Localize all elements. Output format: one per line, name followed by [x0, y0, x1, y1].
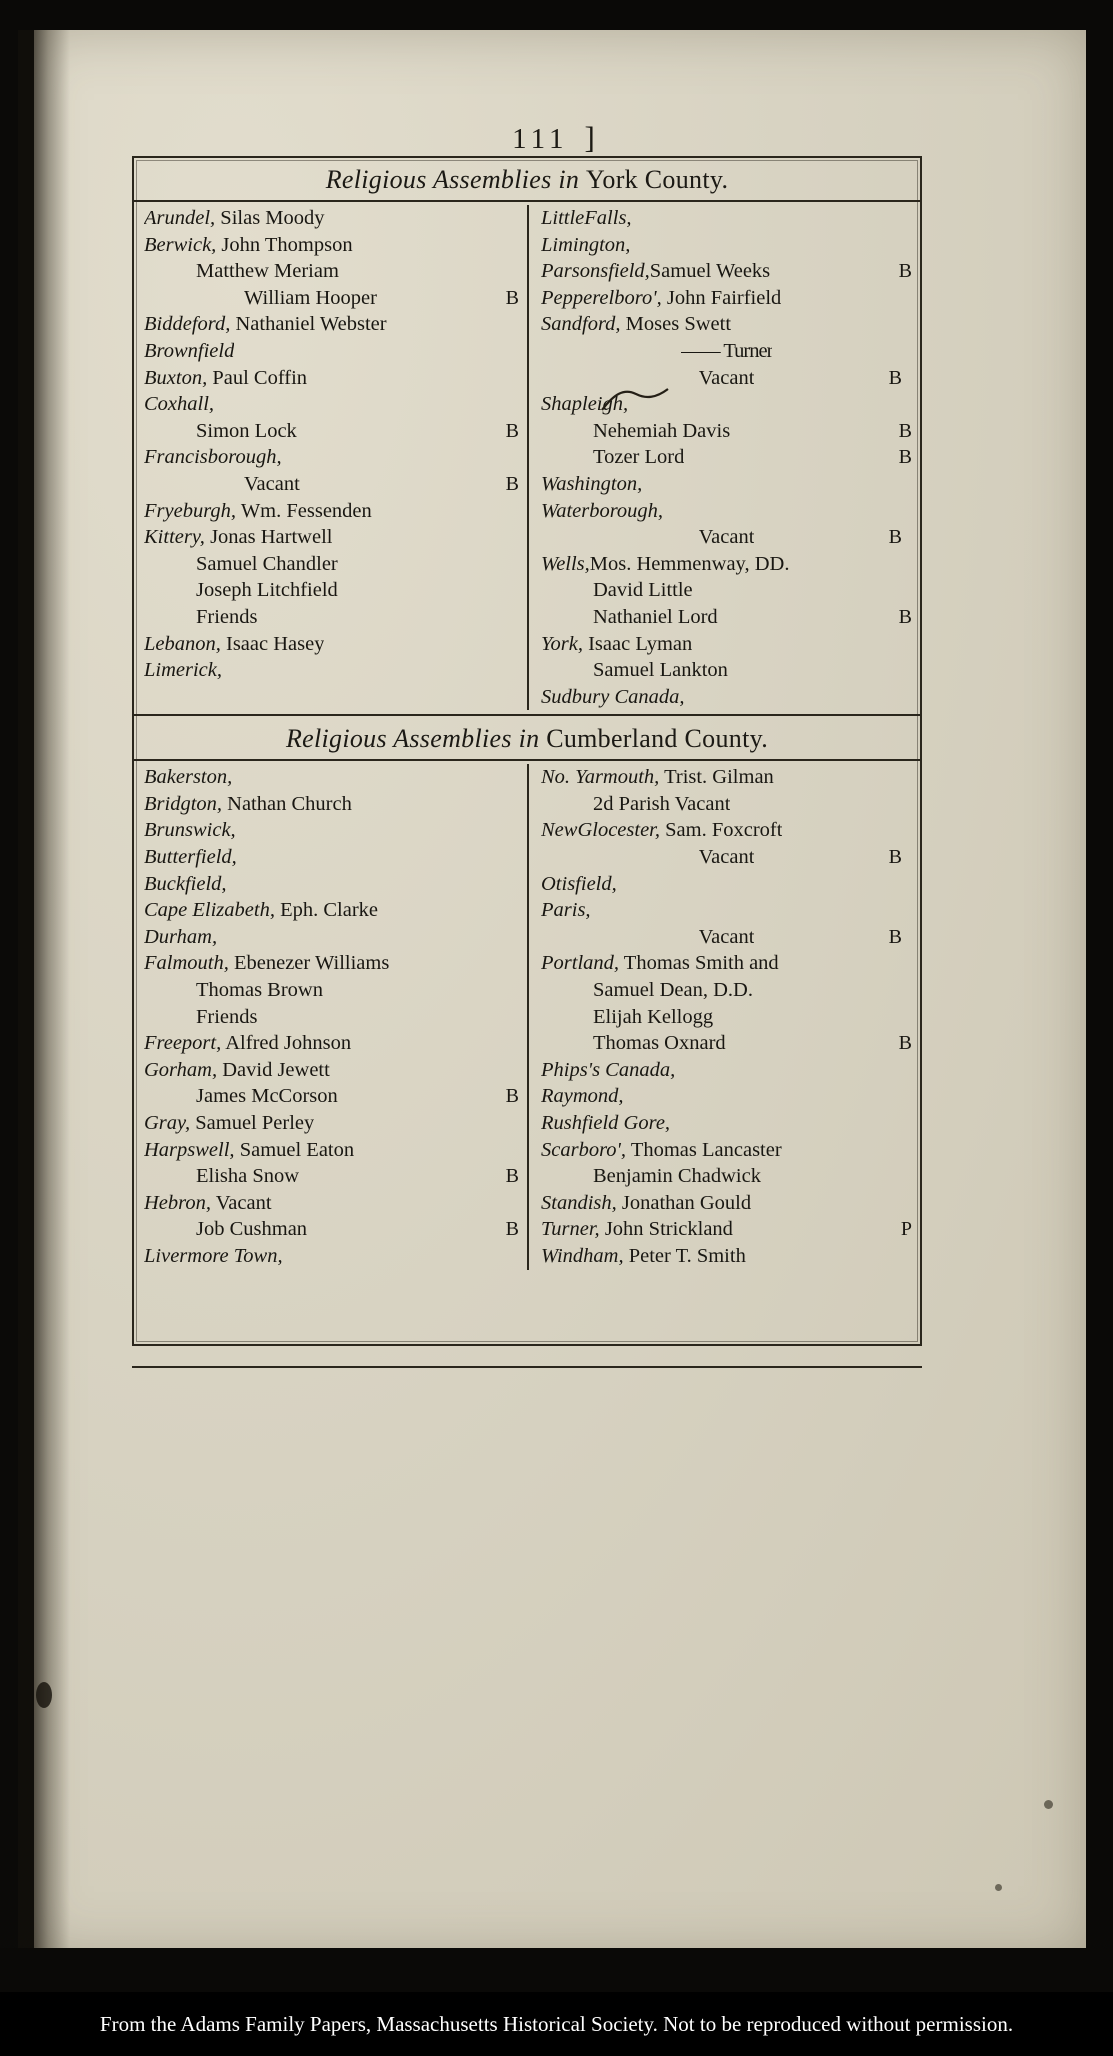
- place-name: Bakerston,: [144, 766, 233, 789]
- table-row: [144, 684, 519, 711]
- minister-name: Vacant: [698, 526, 755, 549]
- table-row: [144, 1243, 519, 1270]
- minister-name: Ebenezer Williams: [233, 952, 390, 975]
- table-row: [144, 285, 519, 312]
- minister-name: Nathaniel Webster: [235, 313, 387, 336]
- minister-name: —— Turner: [680, 339, 773, 362]
- table-row: [541, 977, 912, 1004]
- row-mark: B: [898, 446, 912, 469]
- section-title-mid: in: [518, 724, 540, 754]
- place-name: Francisborough,: [144, 446, 282, 469]
- place-name: Sudbury Canada,: [541, 685, 685, 708]
- minister-name: Paul Coffin: [212, 366, 308, 389]
- place-name: Harpswell,: [144, 1138, 235, 1161]
- minister-name: Jonas Hartwell: [210, 526, 333, 549]
- place-name: Portland,: [541, 952, 620, 975]
- place-name: Freeport,: [144, 1032, 222, 1055]
- minister-name: Thomas Oxnard: [593, 1032, 726, 1055]
- table-row: [144, 1004, 519, 1031]
- minister-name: James McCorson: [196, 1085, 338, 1108]
- table-row: [541, 844, 912, 871]
- table-row: [541, 1190, 912, 1217]
- table-row: [541, 1243, 912, 1270]
- table-row: [541, 498, 912, 525]
- minister-name: Thomas Smith and: [623, 952, 779, 975]
- table-row: [541, 950, 912, 977]
- place-name: Hebron,: [144, 1191, 211, 1214]
- table-row: [541, 657, 912, 684]
- table-row: [144, 1216, 519, 1243]
- table-row: [541, 1216, 912, 1243]
- table-row: [541, 1004, 912, 1031]
- section-title-roman: Cumberland County.: [546, 724, 769, 754]
- scan-artifact: [1044, 1800, 1053, 1809]
- table-row: [541, 551, 912, 578]
- table-row: [541, 577, 912, 604]
- minister-name: Eph. Clarke: [280, 899, 379, 922]
- table-row: [541, 684, 912, 711]
- row-mark: B: [888, 526, 902, 549]
- table-row: [541, 631, 912, 658]
- place-name: Fryeburgh,: [144, 499, 237, 522]
- columns-york: [134, 203, 920, 712]
- minister-name: Vacant: [215, 1191, 272, 1214]
- row-mark: B: [505, 419, 519, 442]
- table-row: [144, 444, 519, 471]
- table-row: [144, 258, 519, 285]
- minister-name: John Fairfield: [666, 286, 782, 309]
- place-name: Washington,: [541, 472, 643, 495]
- place-name: Gorham,: [144, 1058, 218, 1081]
- row-mark: P: [900, 1218, 912, 1241]
- table-row: [541, 524, 912, 551]
- place-name: LittleFalls,: [541, 207, 632, 229]
- place-name: Biddeford,: [144, 313, 231, 336]
- table-row: [541, 1163, 912, 1190]
- table-row: [541, 205, 912, 232]
- place-name: Raymond,: [541, 1085, 624, 1108]
- table-row: [144, 205, 519, 232]
- table-row: [541, 1137, 912, 1164]
- place-name: Gray,: [144, 1112, 191, 1134]
- place-name: Limington,: [541, 233, 631, 256]
- table-row: [144, 232, 519, 259]
- minister-name: William Hooper: [244, 286, 377, 309]
- table-row: [144, 844, 519, 871]
- minister-name: Isaac Lyman: [588, 632, 693, 655]
- table-row: [144, 791, 519, 818]
- page-bottom-rule: [132, 1366, 922, 1368]
- minister-name: Thomas Lancaster: [630, 1138, 782, 1161]
- row-mark: B: [505, 1085, 519, 1108]
- column-right-cumberland: [527, 762, 920, 1271]
- table-row: [541, 791, 912, 818]
- table-frame: [132, 156, 922, 1346]
- table-row: [144, 1030, 519, 1057]
- book-spine-dark-edge: [18, 28, 34, 1958]
- folio-bracket: ]: [584, 120, 600, 155]
- place-name: Shapleigh,: [541, 393, 629, 416]
- table-row: [144, 1083, 519, 1110]
- place-name: Buxton,: [144, 366, 208, 389]
- minister-name: Simon Lock: [196, 419, 297, 442]
- table-row: [144, 657, 519, 684]
- table-row: [144, 924, 519, 951]
- handwritten-squiggle-mark: [600, 386, 670, 412]
- table-row: [144, 871, 519, 898]
- table-row: [144, 311, 519, 338]
- place-name: Waterborough,: [541, 499, 664, 522]
- row-mark: B: [505, 472, 519, 495]
- place-name: Turner,: [541, 1218, 600, 1241]
- minister-name: Elisha Snow: [196, 1165, 300, 1188]
- minister-name: John Strickland: [604, 1218, 733, 1241]
- place-name: Windham,: [541, 1244, 624, 1267]
- minister-name: Samuel Lankton: [593, 659, 728, 682]
- table-row: [144, 631, 519, 658]
- minister-name: Vacant: [698, 925, 755, 948]
- minister-name: Matthew Meriam: [196, 260, 339, 283]
- minister-name: David Jewett: [222, 1058, 330, 1081]
- table-row: [144, 977, 519, 1004]
- place-name: Arundel,: [144, 207, 216, 229]
- place-name: Brunswick,: [144, 819, 236, 842]
- table-row: [541, 338, 912, 365]
- minister-name: Friends: [196, 605, 258, 628]
- place-name: Otisfield,: [541, 872, 617, 895]
- column-left-cumberland: [134, 762, 527, 1271]
- row-mark: B: [888, 846, 902, 869]
- table-row: [144, 897, 519, 924]
- row-mark: B: [898, 1032, 912, 1055]
- table-row: [541, 285, 912, 312]
- table-row: [541, 1110, 912, 1137]
- place-name: Durham,: [144, 925, 218, 948]
- page-folio: [22, 120, 1090, 156]
- table-row: [144, 471, 519, 498]
- minister-name: Nathaniel Lord: [593, 605, 718, 628]
- place-name: Bridgton,: [144, 792, 223, 815]
- table-row: [541, 471, 912, 498]
- minister-name: Alfred Johnson: [225, 1032, 352, 1055]
- table-row: [144, 498, 519, 525]
- minister-name: Elijah Kellogg: [593, 1005, 714, 1028]
- minister-name: Vacant: [698, 846, 755, 869]
- column-left-york: [134, 203, 527, 712]
- table-row: [144, 1137, 519, 1164]
- minister-name: Moses Swett: [625, 313, 732, 336]
- place-name: Paris,: [541, 899, 591, 922]
- table-row: [144, 338, 519, 365]
- place-name: Livermore Town,: [144, 1244, 283, 1267]
- minister-name: John Thompson: [221, 233, 353, 256]
- minister-name: Samuel Eaton: [239, 1138, 355, 1161]
- minister-name: Isaac Hasey: [226, 632, 325, 655]
- row-mark: B: [898, 260, 912, 283]
- place-name: Butterfield,: [144, 846, 237, 869]
- minister-name: Vacant: [698, 366, 755, 389]
- row-mark: B: [505, 1218, 519, 1241]
- minister-name: Mos. Hemmenway, DD.: [589, 552, 790, 575]
- minister-name: Samuel Chandler: [196, 552, 338, 575]
- table-row: [541, 897, 912, 924]
- scan-edge-top: [0, 0, 1113, 30]
- place-name: Limerick,: [144, 659, 222, 682]
- column-right-york: [527, 203, 920, 712]
- place-name: Parsonsfield,: [541, 260, 650, 283]
- table-row: [144, 817, 519, 844]
- minister-name: Sam. Foxcroft: [665, 819, 783, 842]
- row-mark: B: [898, 419, 912, 442]
- row-mark: B: [898, 605, 912, 628]
- minister-name: Vacant: [244, 472, 300, 495]
- folio-number: 111: [512, 123, 569, 155]
- section-york-county: [134, 158, 920, 712]
- minister-name: Tozer Lord: [593, 446, 685, 469]
- table-row: [541, 444, 912, 471]
- section-cumberland-county: [134, 717, 920, 1271]
- table-row: [541, 924, 912, 951]
- place-name: Falmouth,: [144, 952, 229, 975]
- credit-text: From the Adams Family Papers, Massachusetts Historical Society. Not to be reproduced without permission.: [99, 2011, 1014, 2036]
- table-row: [144, 365, 519, 392]
- place-name: Wells,: [541, 552, 590, 575]
- row-mark: B: [505, 1165, 519, 1188]
- minister-name: Joseph Litchfield: [196, 579, 338, 602]
- place-name: Kittery,: [144, 526, 205, 549]
- section-title-mid: in: [558, 165, 580, 194]
- table-row: [144, 1057, 519, 1084]
- table-row: [144, 1110, 519, 1137]
- table-row: [144, 764, 519, 791]
- minister-name: Silas Moody: [220, 207, 325, 229]
- minister-name: Samuel Dean, D.D.: [593, 979, 753, 1002]
- scan-edge-bottom: [0, 1948, 1113, 1992]
- place-name: Coxhall,: [144, 393, 215, 416]
- table-row: [541, 391, 912, 418]
- minister-name: Job Cushman: [196, 1218, 308, 1241]
- minister-name: Trist. Gilman: [664, 766, 774, 789]
- section-title-italic: Religious Assemblies: [285, 724, 512, 754]
- scan-edge-right: [1086, 0, 1113, 1992]
- table-row: [541, 418, 912, 445]
- row-mark: B: [505, 286, 519, 309]
- minister-name: Thomas Brown: [196, 979, 323, 1002]
- table-row: [541, 258, 912, 285]
- scan-artifact: [995, 1884, 1002, 1891]
- table-row: [541, 1030, 912, 1057]
- table-row: [144, 577, 519, 604]
- minister-name: Samuel Weeks: [649, 260, 771, 283]
- table-row: [541, 232, 912, 259]
- place-name: Buckfield,: [144, 872, 227, 895]
- minister-name: 2d Parish Vacant: [593, 792, 731, 815]
- minister-name: Nehemiah Davis: [593, 419, 731, 442]
- columns-cumberland: [134, 762, 920, 1271]
- table-row: [144, 604, 519, 631]
- table-row: [541, 1057, 912, 1084]
- minister-name: Wm. Fessenden: [240, 499, 372, 522]
- place-name: Phips's Canada,: [541, 1058, 676, 1081]
- minister-name: Samuel Perley: [195, 1112, 315, 1134]
- table-row: [541, 365, 912, 392]
- table-row: [144, 1190, 519, 1217]
- place-name: Sandford,: [541, 313, 621, 336]
- place-name: Scarboro',: [541, 1138, 627, 1161]
- table-row: [541, 311, 912, 338]
- table-row: [541, 764, 912, 791]
- table-row: [144, 950, 519, 977]
- minister-name: David Little: [593, 579, 693, 602]
- minister-name: Jonathan Gould: [621, 1191, 752, 1214]
- table-row: [144, 551, 519, 578]
- minister-name: Peter T. Smith: [628, 1244, 746, 1267]
- table-row: [541, 871, 912, 898]
- scan-artifact: [36, 1682, 52, 1708]
- table-row: [144, 524, 519, 551]
- table-row: [541, 1083, 912, 1110]
- place-name: Rushfield Gore,: [541, 1112, 671, 1134]
- row-mark: B: [888, 366, 902, 389]
- row-mark: B: [888, 925, 902, 948]
- section-title-italic: Religious Assemblies: [325, 165, 552, 194]
- document-page: [22, 28, 1090, 1958]
- table-row: [541, 604, 912, 631]
- place-name: York,: [541, 632, 583, 655]
- table-row: [541, 817, 912, 844]
- place-name: Brownfield: [144, 339, 235, 362]
- place-name: No. Yarmouth,: [541, 766, 660, 789]
- place-name: Berwick,: [144, 233, 217, 256]
- minister-name: Benjamin Chadwick: [593, 1165, 761, 1188]
- place-name: Standish,: [541, 1191, 617, 1214]
- copyright-credit-bar: [0, 1992, 1113, 2056]
- table-row: [144, 418, 519, 445]
- table-row: [144, 1163, 519, 1190]
- table-row: [144, 391, 519, 418]
- place-name: NewGlocester,: [541, 819, 660, 842]
- place-name: Lebanon,: [144, 632, 221, 655]
- place-name: Pepperelboro',: [541, 286, 662, 309]
- place-name: Cape Elizabeth,: [144, 899, 275, 922]
- minister-name: Nathan Church: [227, 792, 352, 815]
- section-title-roman: York County.: [585, 165, 729, 194]
- minister-name: Friends: [196, 1005, 258, 1028]
